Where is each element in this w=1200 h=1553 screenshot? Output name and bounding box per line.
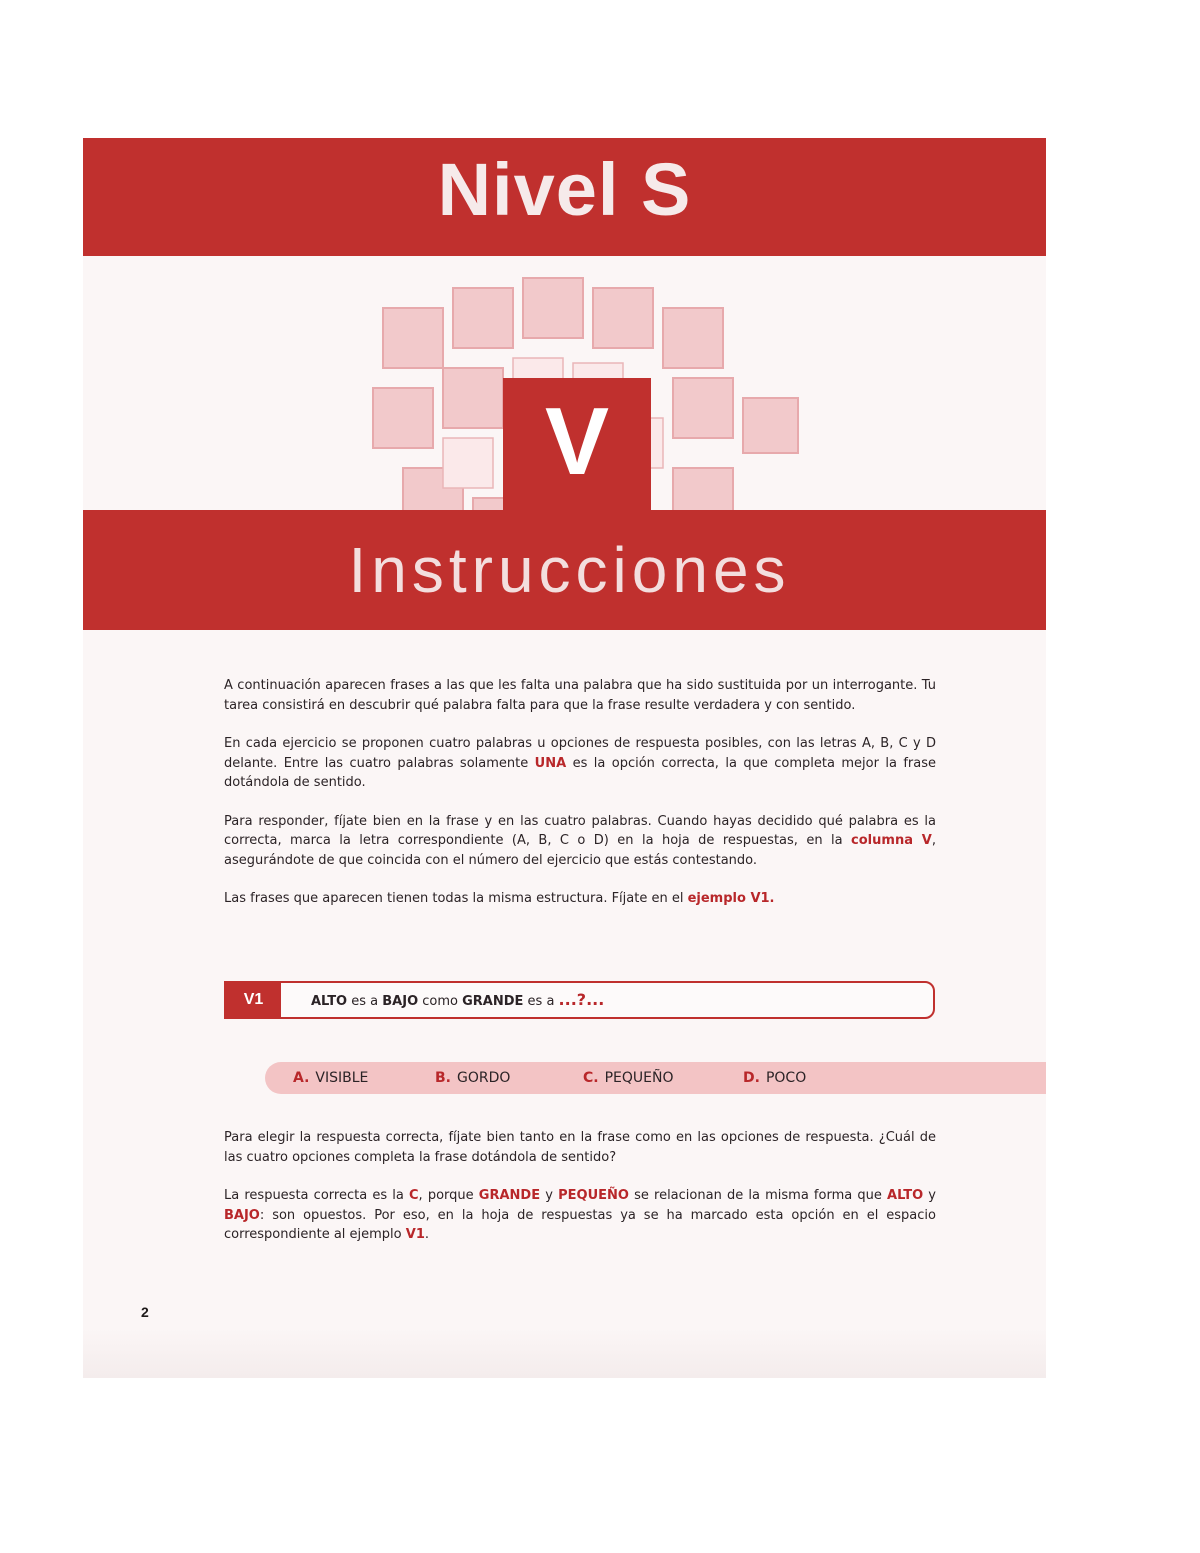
- explanation-text: [224, 1128, 936, 1264]
- section-letter: V: [544, 388, 610, 495]
- page: [83, 138, 1046, 1378]
- highlight-example-v1: ejemplo V1.: [687, 891, 775, 906]
- example-sentence: ALTO es a BAJO como GRANDE es a ...?...: [311, 990, 605, 1009]
- example-label: V1: [226, 983, 281, 1017]
- option-b: B. GORDO: [435, 1070, 511, 1086]
- bottom-shade: [83, 1328, 1046, 1378]
- page-number: 2: [141, 1304, 149, 1320]
- paragraph-2: En cada ejercicio se proponen cuatro palabras u opciones de respuesta posibles, con las letras A, B, C y D delante. Entre las cuatro palabras solamente UNA es la opción correcta, la que completa mejor la frase dotándola de sentido.: [224, 736, 937, 790]
- highlight-column-v: columna V: [851, 833, 932, 848]
- example-blank: ...?...: [558, 990, 605, 1009]
- example-box: [224, 981, 935, 1019]
- option-a: A. VISIBLE: [293, 1070, 369, 1086]
- option-d: D. POCO: [743, 1070, 807, 1086]
- instructions-text: [224, 676, 936, 928]
- paragraph-5: Para elegir la respuesta correcta, fíjate bien tanto en la frase como en las opciones de respuesta. ¿Cuál de las cuatro opciones completa la frase dotándola de sentido?: [224, 1130, 936, 1165]
- option-c: C. PEQUEÑO: [583, 1070, 674, 1086]
- paragraph-6: La respuesta correcta es la C, porque GRANDE y PEQUEÑO se relacionan de la misma forma que ALTO y BAJO: son opuestos. Por eso, en la hoja de respuestas ya se ha marcado esta opción en el espacio correspondiente al ejemplo V1.: [224, 1188, 936, 1242]
- highlight-una: UNA: [534, 755, 567, 771]
- paragraph-1: A continuación aparecen frases a las que les falta una palabra que ha sido sustituida por un interrogante. Tu tarea consistirá en descubrir qué palabra falta para que la frase resulte verdadera y con sentido.: [224, 678, 936, 713]
- level-title: Nivel S: [437, 148, 692, 231]
- paragraph-3: Para responder, fíjate bien en la frase y en las cuatro palabras. Cuando hayas decidido qué palabra es la correcta, marca la letra correspondiente (A, B, C o D) en la hoja de respuestas, en la columna V, asegurándote de que coincida con el número del ejercicio que estás contestando.: [224, 813, 936, 868]
- paragraph-4: Las frases que aparecen tienen todas la misma estructura. Fíjate en el ejemplo V1.: [224, 891, 775, 906]
- section-title: Instrucciones: [348, 534, 791, 606]
